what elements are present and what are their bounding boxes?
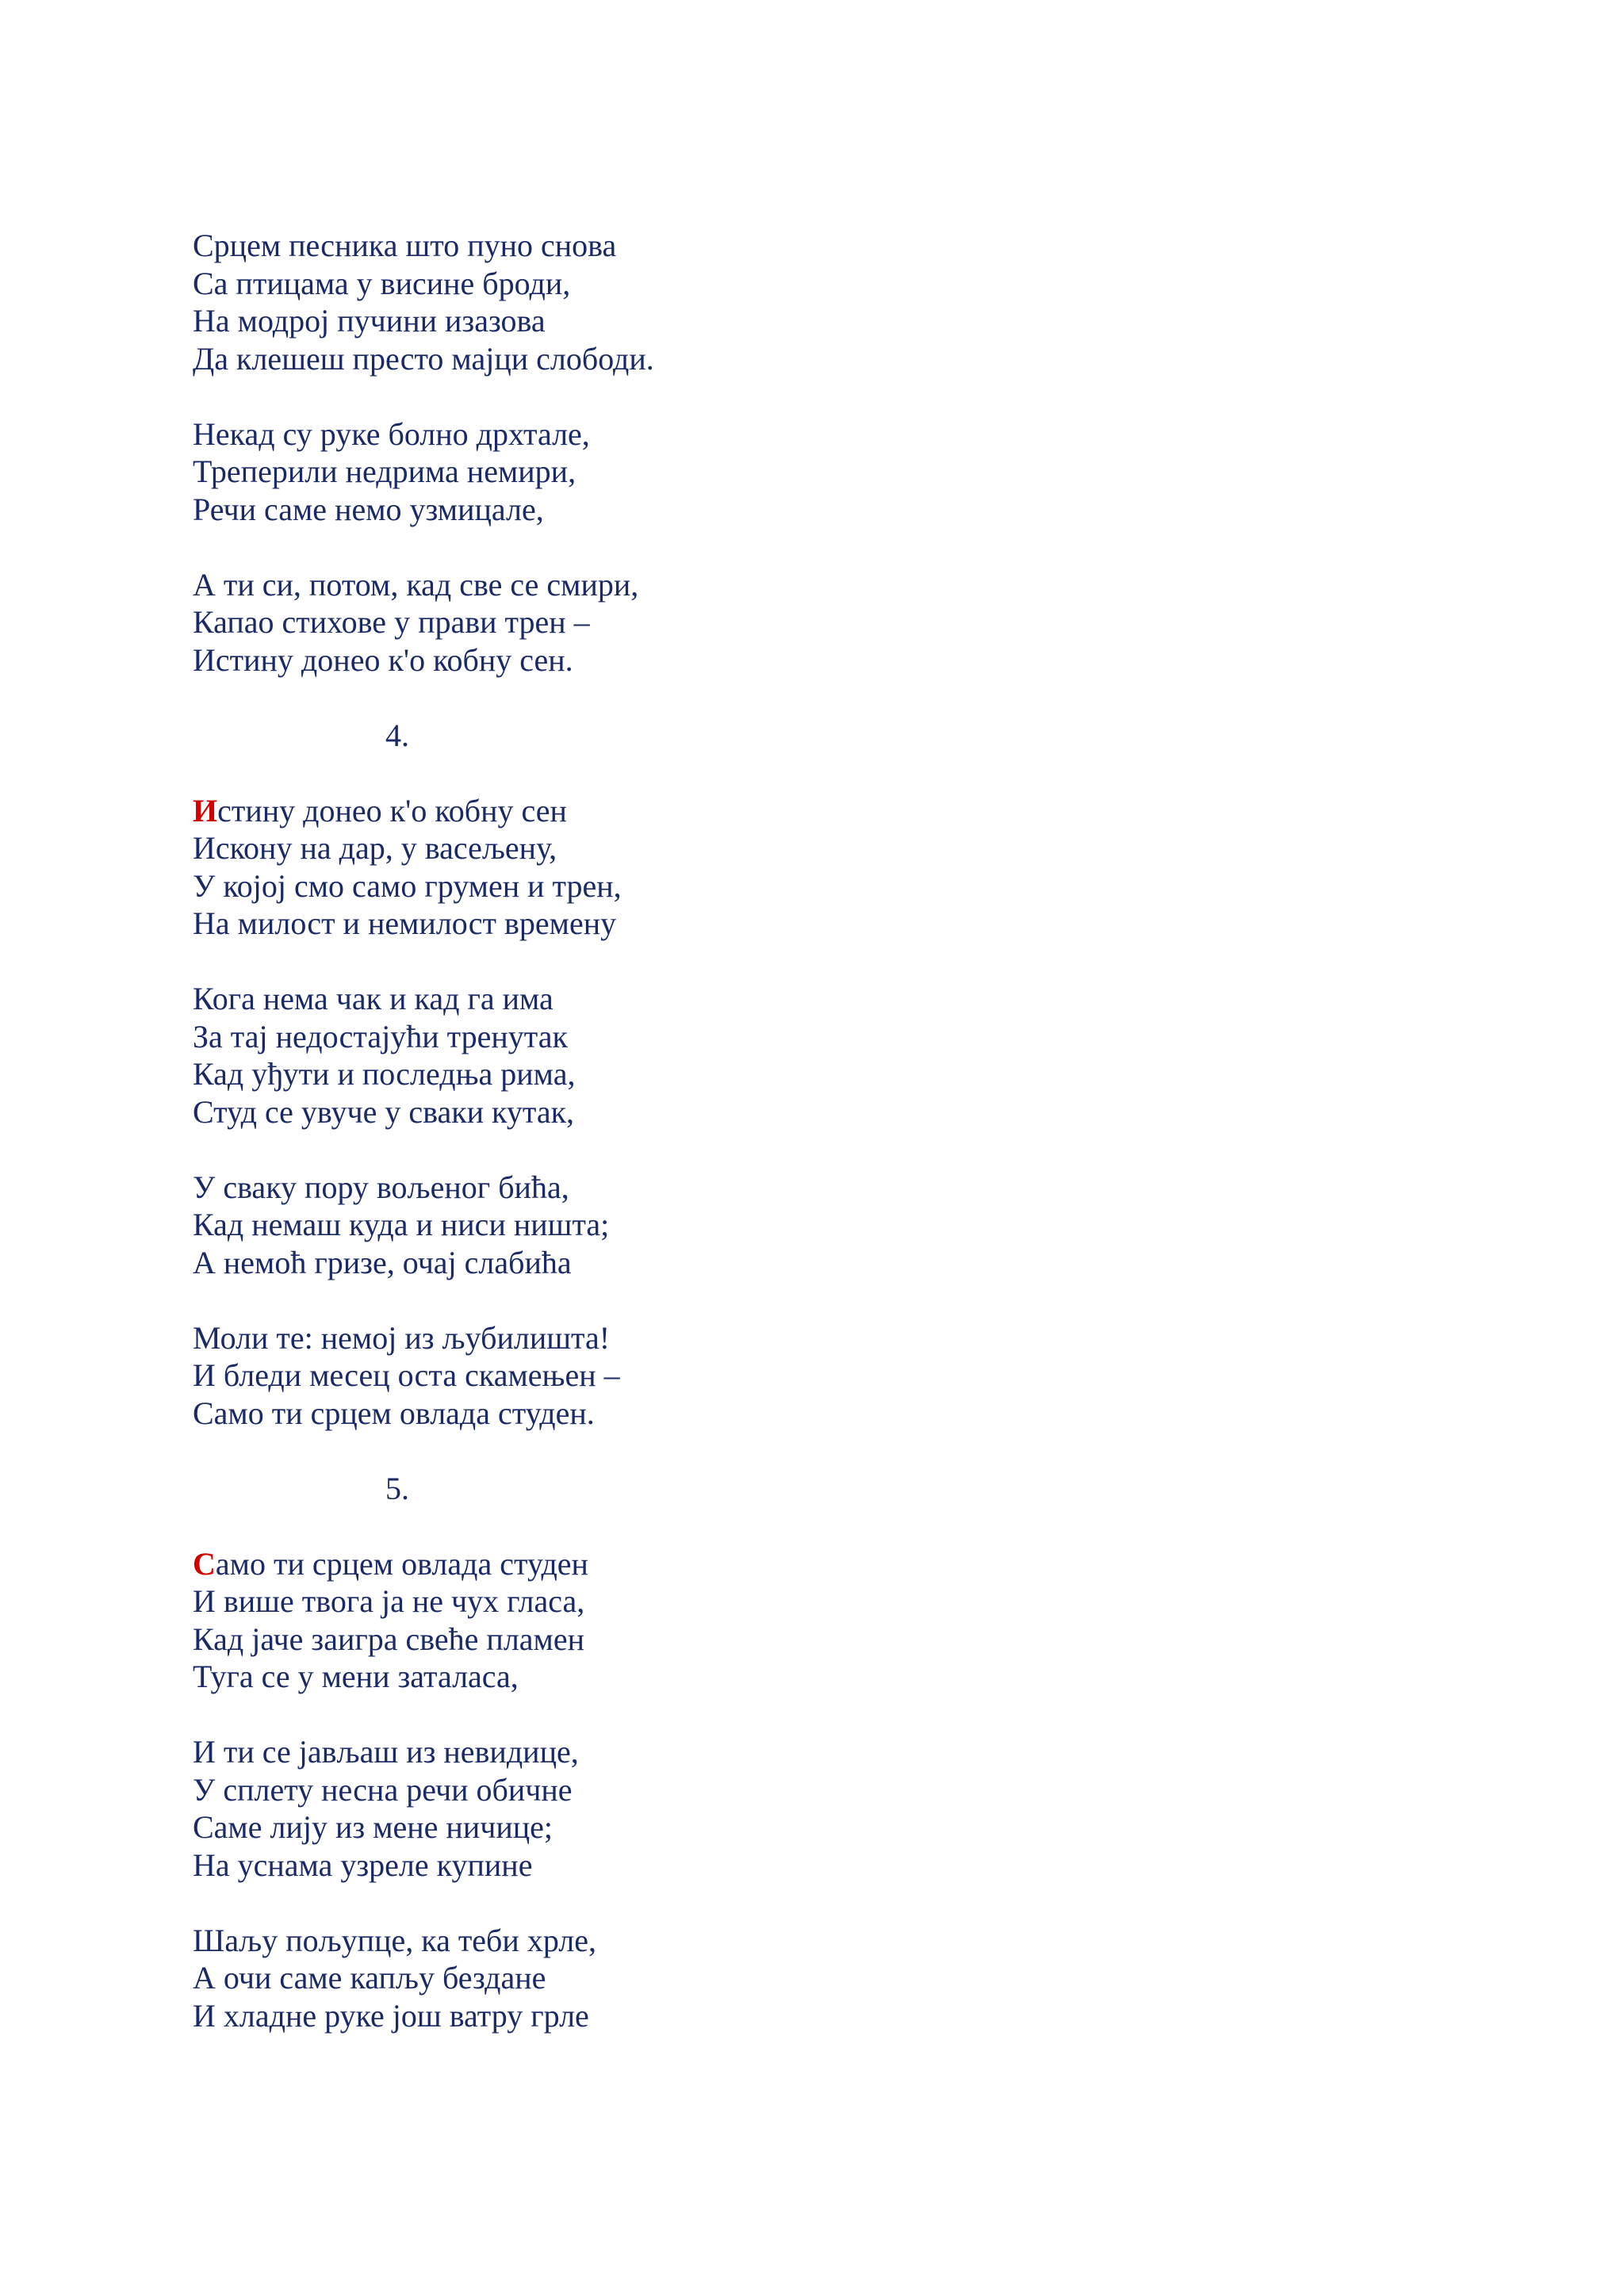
poem-line: Са птицама у висине броди, bbox=[193, 265, 571, 301]
poem-line: Да клешеш престо мајци слободи. bbox=[193, 340, 654, 377]
poem-line: А немоћ гризе, очај слабића bbox=[193, 1244, 572, 1280]
poem-line bbox=[193, 792, 654, 830]
poem-line: А очи саме капљу бездане bbox=[193, 1960, 546, 1996]
drop-cap: И bbox=[193, 792, 218, 828]
stanza bbox=[193, 792, 654, 943]
stanza bbox=[193, 566, 654, 679]
poem-line-text: амо ти срцем овлада студен bbox=[215, 1545, 588, 1582]
poem-line bbox=[193, 1545, 654, 1583]
poem-line: У сваку пору вољеног бића, bbox=[193, 1169, 569, 1205]
poem-line: На милост и немилост времену bbox=[193, 905, 617, 941]
poem-line: Срцем песника што пуно снова bbox=[193, 228, 617, 263]
poem-line: У којој смо само грумен и трен, bbox=[193, 867, 622, 904]
poem-line: И хладне руке још ватру грле bbox=[193, 1997, 589, 2034]
poem-line: А ти си, потом, кад све се смири, bbox=[193, 566, 639, 603]
poem-line: Кад јаче заигра свеће пламен bbox=[193, 1621, 585, 1657]
drop-cap: С bbox=[193, 1545, 216, 1582]
poem-line: Капао стихове у прави трен – bbox=[193, 604, 590, 640]
poem-line: И ти се јављаш из невидице, bbox=[193, 1734, 579, 1770]
poem-line: Само ти срцем овлада студен. bbox=[193, 1395, 595, 1431]
stanza bbox=[193, 1169, 654, 1282]
poem-text bbox=[193, 227, 654, 2034]
poem-line: Некад су руке болно дрхтале, bbox=[193, 415, 590, 452]
poem-line: Треперили недрима немири, bbox=[193, 453, 576, 489]
stanza bbox=[193, 1319, 654, 1433]
poem-line: И више твога ја не чух гласа, bbox=[193, 1583, 585, 1619]
section-number: 5. bbox=[385, 1470, 409, 1506]
stanza bbox=[193, 227, 654, 377]
poem-line: Студ се увуче у сваки кутак, bbox=[193, 1093, 575, 1130]
stanza bbox=[193, 1545, 654, 1696]
poem-line: Моли те: немој из љубилишта! bbox=[193, 1319, 611, 1356]
poem-line: Кад уђути и последња рима, bbox=[193, 1056, 576, 1092]
stanza bbox=[193, 1922, 654, 2035]
poem-line: Кога нема чак и кад га има bbox=[193, 981, 553, 1016]
poem-line: Саме лију из мене ничице; bbox=[193, 1809, 553, 1845]
poem-line: На модрој пучини изазова bbox=[193, 303, 546, 339]
poem-line-text: стину донео к'о кобну сен bbox=[217, 792, 567, 828]
poem-line: Речи саме немо узмицале, bbox=[193, 491, 544, 527]
poem-line: Истину донео к'о кобну сен. bbox=[193, 641, 573, 678]
poem-line: Шаљу пољупце, ка теби хрле, bbox=[193, 1922, 597, 1958]
stanza bbox=[193, 1733, 654, 1884]
poem-line: У сплету несна речи обичне bbox=[193, 1771, 573, 1808]
poem-line: Туга се у мени заталаса, bbox=[193, 1659, 519, 1694]
poem-line: За тај недостајући тренутак bbox=[193, 1018, 568, 1054]
poem-line: И бледи месец оста скамењен – bbox=[193, 1357, 620, 1393]
stanza bbox=[193, 415, 654, 529]
section-number: 4. bbox=[385, 717, 409, 753]
poem-line: Искону на дар, у васељену, bbox=[193, 830, 557, 866]
poem-line: Кад немаш куда и ниси ништа; bbox=[193, 1207, 610, 1242]
poem-line: На уснама узреле купине bbox=[193, 1846, 533, 1883]
stanza bbox=[193, 980, 654, 1131]
